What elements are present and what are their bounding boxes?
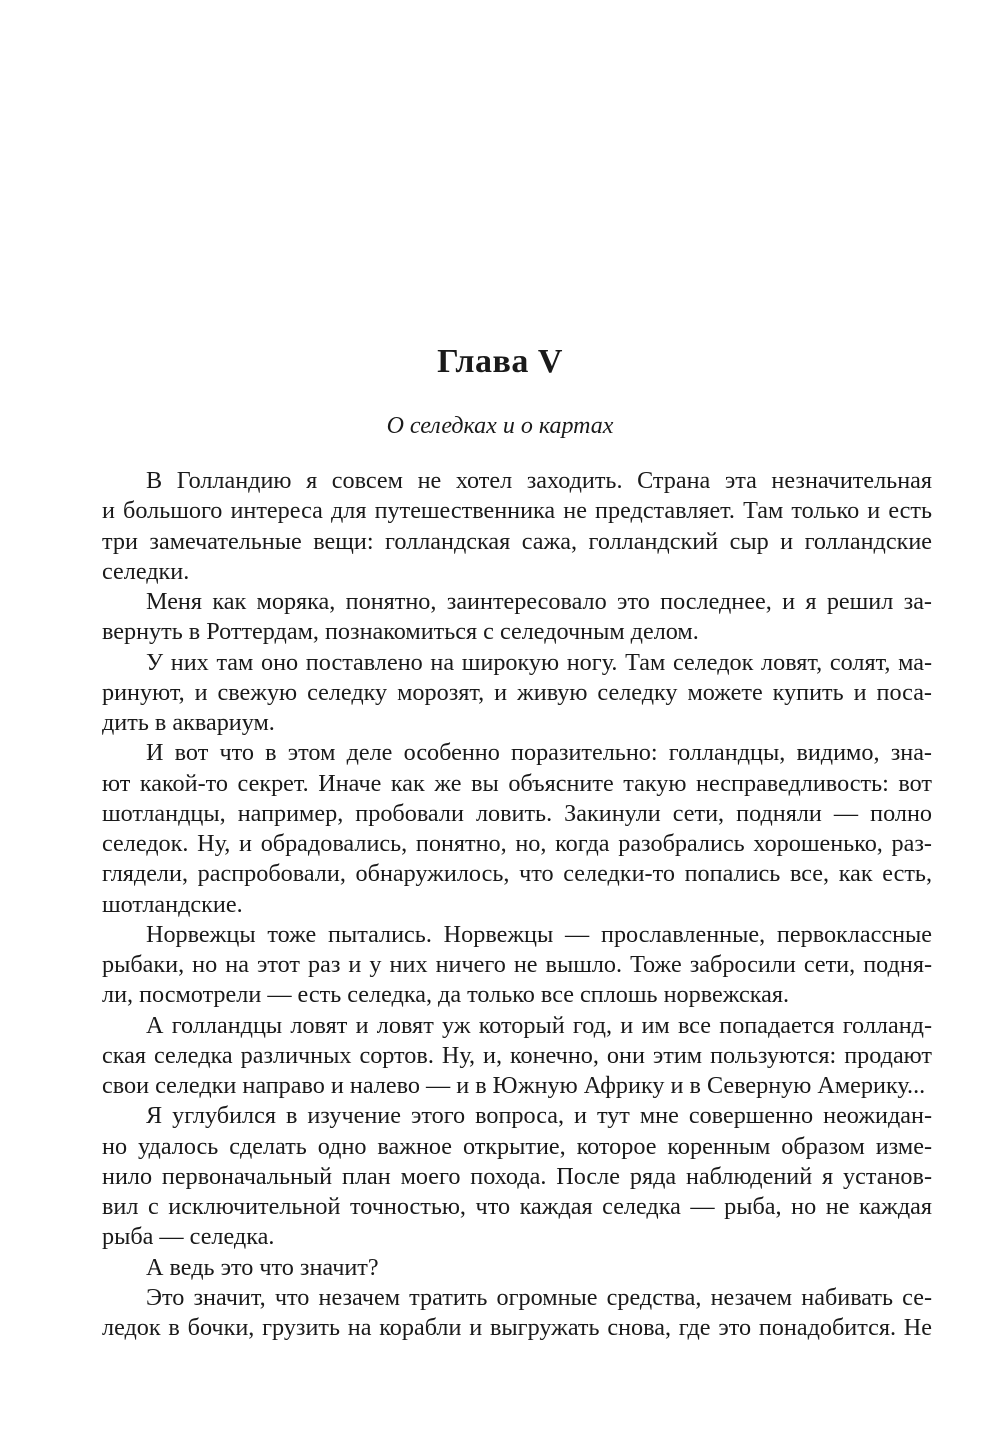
text-line: ская селедка различных сортов. Ну, и, конечно, они этим пользуются: продают bbox=[102, 1041, 932, 1069]
text-line: ринуют, и свежую селедку морозят, и живую селедку можете купить и поса- bbox=[102, 678, 932, 706]
text-line: рыба — селедка. bbox=[102, 1223, 275, 1251]
text-line: селедки. bbox=[102, 557, 190, 585]
text-line: вернуть в Роттердам, познакомиться с селедочным делом. bbox=[102, 618, 699, 646]
text-line: Норвежцы тоже пытались. Норвежцы — прославленные, первоклассные bbox=[146, 920, 932, 948]
text-line: глядели, распробовали, обнаружилось, что селедки-то попались все, как есть, bbox=[102, 860, 932, 888]
text-line: У них там оно поставлено на широкую ногу. Там селедок ловят, солят, ма- bbox=[146, 648, 932, 676]
text-line: Меня как моряка, понятно, заинтересовало это последнее, и я решил за- bbox=[146, 588, 932, 615]
text-line: дить в аквариум. bbox=[102, 709, 275, 736]
text-line: ют какой-то секрет. Иначе как же вы объясните такую несправедливость: вот bbox=[102, 769, 932, 797]
text-line: И вот что в этом деле особенно поразительно: голландцы, видимо, зна- bbox=[146, 739, 932, 767]
text-line: А голландцы ловят и ловят уж который год, и им все попадается голланд- bbox=[146, 1011, 932, 1039]
text-line: шотландские. bbox=[102, 890, 243, 918]
text-line: вил с исключительной точностью, что каждая селедка — рыба, но не каждая bbox=[102, 1193, 932, 1220]
text-line: ледок в бочки, грузить на корабли и выгружать снова, где это понадобится. Не bbox=[102, 1314, 932, 1341]
text-line: Я углубился в изучение этого вопроса, и тут мне совершенно неожидан- bbox=[146, 1102, 932, 1130]
text-line: шотландцы, например, пробовали ловить. Закинули сети, подняли — полно bbox=[102, 799, 932, 827]
text-line: но удалось сделать одно важное открытие, которое коренным образом изме- bbox=[102, 1132, 932, 1160]
text-line: рыбаки, но на этот раз и у них ничего не вышло. Тоже забросили сети, подня- bbox=[102, 951, 932, 978]
text-line: А ведь это что значит? bbox=[146, 1253, 379, 1281]
text-line: три замечательные вещи: голландская сажа, голландский сыр и голландские bbox=[102, 527, 932, 555]
chapter-title: Глава V bbox=[437, 343, 563, 380]
text-line: В Голландию я совсем не хотел заходить. Страна эта незначительная bbox=[146, 467, 932, 494]
text-line: селедок. Ну, и обрадовались, понятно, но, когда разобрались хорошенько, раз- bbox=[102, 830, 932, 857]
text-line: свои селедки направо и налево — и в Южную Африку и в Северную Америку... bbox=[102, 1072, 926, 1099]
text-line: Это значит, что незачем тратить огромные средства, незачем набивать се- bbox=[146, 1283, 932, 1311]
chapter-subtitle: О селедках и о картах bbox=[386, 413, 614, 439]
text-line: ли, посмотрели — есть селедка, да только все сплошь норвежская. bbox=[102, 981, 790, 1009]
text-line: и большого интереса для путешественника не представляет. Там только и есть bbox=[102, 497, 932, 525]
chapter-body bbox=[102, 466, 932, 1343]
text-line: нило первоначальный план моего похода. После ряда наблюдений я установ- bbox=[102, 1162, 932, 1190]
